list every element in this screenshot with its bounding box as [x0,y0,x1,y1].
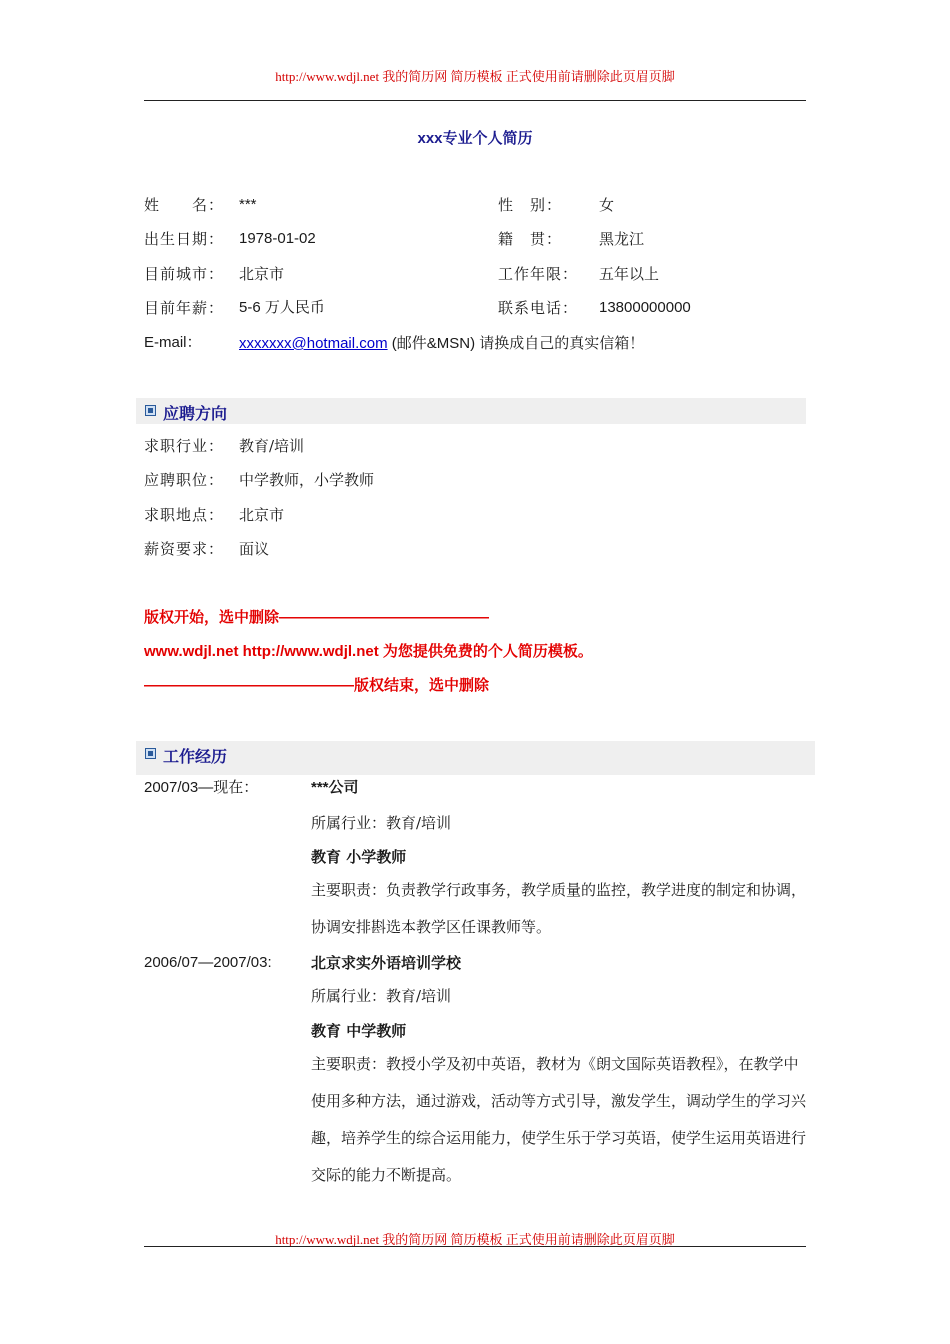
city-label: 目前城市： [144,265,225,283]
name-value: *** [239,196,257,213]
footer-rule [144,1246,806,1247]
origin-value: 黑龙江 [599,230,645,248]
email-link[interactable]: xxxxxxx@hotmail.com [239,335,388,352]
target-industry-value: 教育/培训 [239,437,305,455]
page-header-text: http://www.wdjl.net 我的简历网 简历模板 正式使用前请删除此页眉页脚 [275,69,675,84]
city-value: 北京市 [239,265,285,283]
phone-value: 13800000000 [599,299,691,316]
phone-label: 联系电话： [498,299,579,317]
section-work [136,741,815,775]
copyright-end: ——————————————版权结束，选中删除 [144,677,490,694]
birth-value: 1978-01-02 [239,230,316,247]
section-title-job-target: 应聘方向 [163,404,228,423]
job-company: 北京求实外语培训学校 [311,954,462,972]
gender-value: 女 [599,196,615,214]
section-job-target [136,398,806,424]
name-label: 姓 名： [144,196,225,214]
years-value: 五年以上 [599,265,660,283]
section-title-work: 工作经历 [163,747,228,766]
job-duties: 主要职责：负责教学行政事务，教学质量的监控，教学进度的制定和协调，协调安排斟选本教学区任课教师等。 [311,881,807,936]
page-footer-text: http://www.wdjl.net 我的简历网 简历模板 正式使用前请删除此页眉页脚 [275,1232,675,1247]
page-title: xxx专业个人简历 [417,130,533,147]
job-industry: 所属行业：教育/培训 [311,987,452,1005]
job-industry: 所属行业：教育/培训 [311,814,452,832]
birth-label: 出生日期： [144,230,225,248]
target-position-label: 应聘职位： [144,471,225,489]
target-salary-label: 薪资要求： [144,540,225,558]
header-rule [144,100,806,101]
copyright-text: www.wdjl.net http://www.wdjl.net 为您提供免费的个人简历模板。 [144,643,593,660]
email-row [239,333,644,354]
target-salary-value: 面议 [239,540,270,558]
section-bullet-icon [145,405,156,416]
email-label: E-mail： [144,334,202,351]
target-position-value: 中学教师，小学教师 [239,471,375,489]
target-industry-label: 求职行业： [144,437,225,455]
target-location-value: 北京市 [239,506,285,524]
job-company: ***公司 [311,779,359,796]
email-note: (邮件&MSN) 请换成自己的真实信箱！ [387,335,645,352]
job-duties: 主要职责：教授小学及初中英语，教材为《朗文国际英语教程》，在教学中使用多种方法，通过游戏，活动等方式引导，激发学生，调动学生的学习兴趣，培养学生的综合运用能力，使学生乐于学习英语，使学生运用英语进行交际的能力不断提高。 [311,1055,807,1184]
origin-label: 籍 贯： [498,230,563,248]
years-label: 工作年限： [498,265,579,283]
job-role: 教育 中学教师 [311,1022,407,1040]
salary-label: 目前年薪： [144,299,225,317]
copyright-start: 版权开始，选中删除—————————————— [144,609,490,626]
job-role: 教育 小学教师 [311,848,407,866]
target-location-label: 求职地点： [144,506,225,524]
job-period: 2007/03—现在： [144,779,259,796]
job-period: 2006/07—2007/03: [144,954,272,971]
gender-label: 性 别： [498,196,563,214]
section-bullet-icon [145,748,156,759]
salary-value: 5-6 万人民币 [239,299,325,316]
